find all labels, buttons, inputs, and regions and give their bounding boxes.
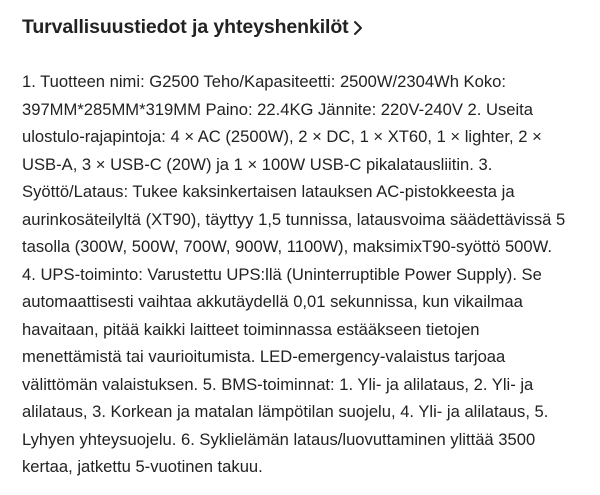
description-line: 397MM*285MM*319MM Paino: 22.4KG Jännite: 220V-240V 2. Useita bbox=[22, 99, 534, 119]
description-line: USB-A, 3 × USB-C (20W) ja 1 × 100W USB-C pikalatausliitin. 3. bbox=[22, 154, 493, 174]
description-line: Syöttö/Lataus: Tukee kaksinkertaisen latauksen AC-pistokkeesta ja bbox=[22, 182, 515, 201]
section-title: Turvallisuustiedot ja yhteyshenkilöt bbox=[22, 16, 349, 38]
description-line: havaitaan, pitää kaikki laitteet toiminnassa estääkseen tietojen bbox=[22, 319, 480, 339]
safety-info-header-link[interactable] bbox=[22, 16, 363, 39]
description-line: Lyhyen yhteysuojelu. 6. Syklielämän lataus/luovuttaminen ylittää 3500 bbox=[22, 429, 536, 449]
description-line: menettämistä tai vaurioitumista. LED-emergency-valaistus tarjoaa bbox=[22, 347, 506, 366]
description-line: automaattisesti vaihtaa akkutäydellä 0,01 sekunnissa, kun vikailmaa bbox=[22, 292, 523, 311]
description-line: 4. UPS-toiminto: Varustettu UPS:llä (Uninterruptible Power Supply). Se bbox=[22, 264, 542, 284]
description-line: aurinkosäteilyltä (XT90), täyttyy 1,5 tunnissa, latausvoima säädettävissä 5 bbox=[22, 209, 566, 229]
description-line: alilataus, 3. Korkean ja matalan lämpötilan suojelu, 4. Yli- ja alilataus, 5. bbox=[22, 402, 549, 421]
product-description bbox=[22, 68, 600, 481]
description-line: tasolla (300W, 500W, 700W, 900W, 1100W), maksimixT90-syöttö 500W. bbox=[22, 237, 552, 256]
description-line: ulostulo-rajapintoja: 4 × AC (2500W), 2 × DC, 1 × XT60, 1 × lighter, 2 × bbox=[22, 127, 542, 146]
description-line: 1. Tuotteen nimi: G2500 Teho/Kapasiteetti: 2500W/2304Wh Koko: bbox=[22, 72, 506, 91]
chevron-right-icon[interactable] bbox=[353, 18, 363, 38]
description-line: välittömän valaistuksen. 5. BMS-toiminnat: 1. Yli- ja alilataus, 2. Yli- ja bbox=[22, 374, 534, 394]
description-line: kertaa, jatkettu 5-vuotinen takuu. bbox=[22, 457, 263, 476]
